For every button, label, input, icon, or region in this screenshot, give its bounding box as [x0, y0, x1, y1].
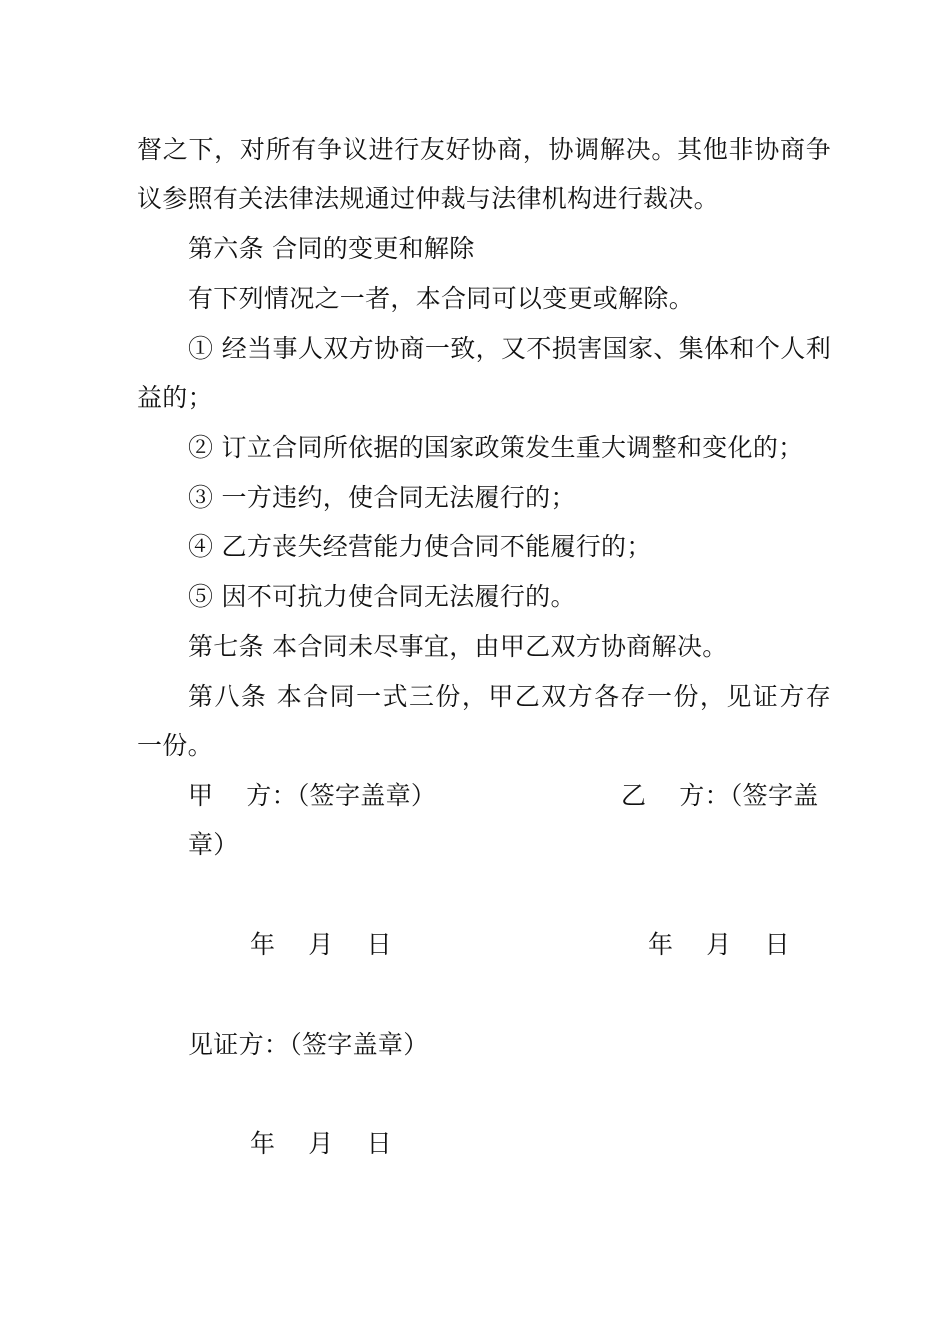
list-item-2: ② 订立合同所依据的国家政策发生重大调整和变化的；	[188, 433, 804, 462]
party-b-signature-label: 乙 方：（签字盖	[621, 781, 819, 810]
list-item-4: ④ 乙方丧失经营能力使合同不能履行的；	[188, 532, 652, 561]
witness-signature-label: 见证方：（签字盖章）	[188, 1030, 429, 1059]
party-b-signature-label-continued: 章）	[188, 830, 239, 859]
article-6-intro: 有下列情况之一者，本合同可以变更或解除。	[188, 284, 695, 313]
party-b-date: 年 月 日	[648, 930, 790, 959]
article-8: 第八条 本合同一式三份，甲乙双方各存一份，见证方存	[188, 682, 831, 711]
list-item-5: ⑤ 因不可抗力使合同无法履行的。	[188, 582, 576, 611]
article-6-title: 第六条 合同的变更和解除	[188, 234, 475, 263]
paragraph-line: 议参照有关法律法规通过仲裁与法律机构进行裁决。	[137, 184, 719, 213]
list-item-1-continued: 益的；	[137, 383, 213, 412]
witness-date: 年 月 日	[250, 1129, 392, 1158]
party-a-date: 年 月 日	[250, 930, 392, 959]
list-item-3: ③ 一方违约，使合同无法履行的；	[188, 483, 576, 512]
list-item-1: ① 经当事人双方协商一致，又不损害国家、集体和个人利	[188, 334, 831, 363]
article-8-continued: 一份。	[137, 731, 213, 760]
article-7: 第七条 本合同未尽事宜，由甲乙双方协商解决。	[188, 632, 728, 661]
paragraph-line: 督之下，对所有争议进行友好协商，协调解决。其他非协商争	[137, 135, 831, 164]
party-a-signature-label: 甲 方：（签字盖章）	[188, 781, 437, 810]
